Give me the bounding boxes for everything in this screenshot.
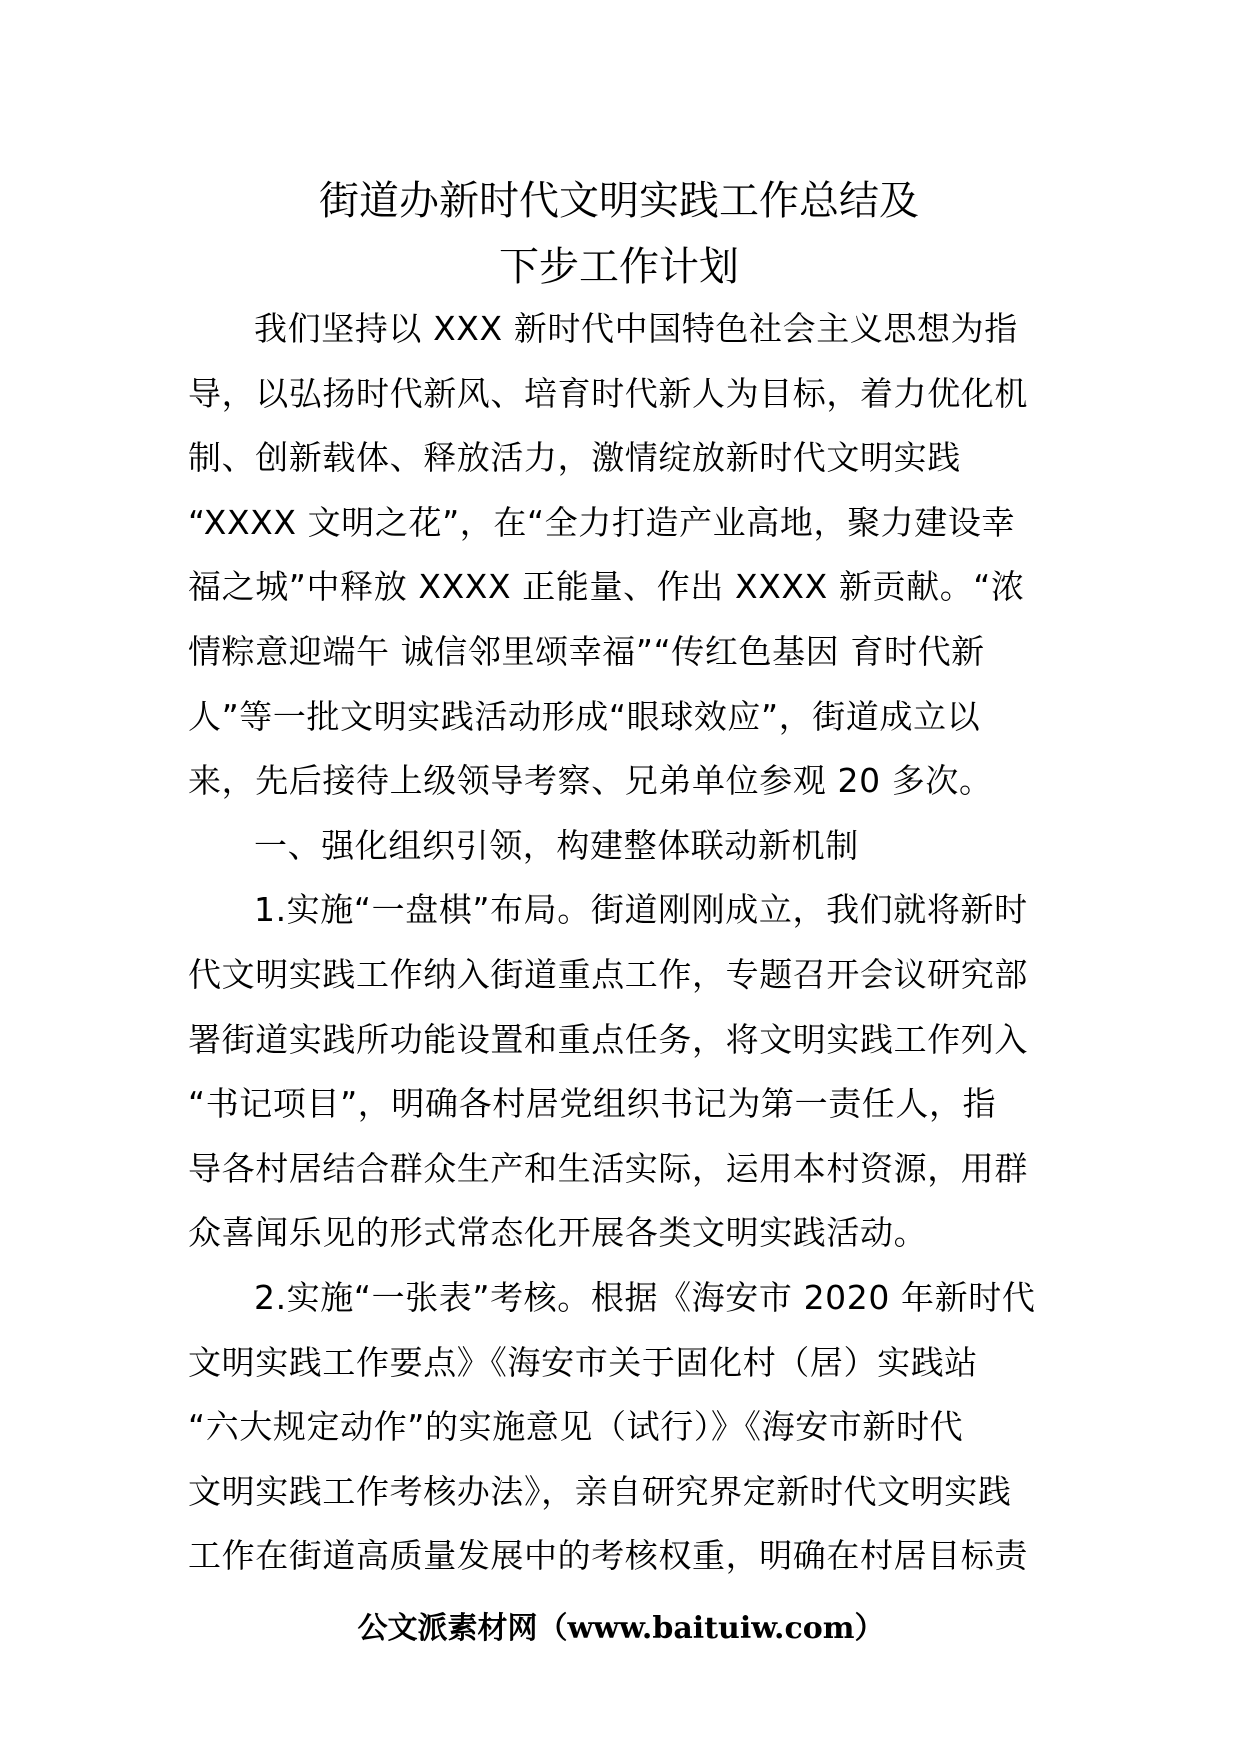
paragraph-line: 福之城”中释放 XXXX 正能量、作出 XXXX 新贡献。“浓 — [188, 567, 1025, 607]
paragraph-line: “XXXX 文明之花”，在“全力打造产业高地，聚力建设幸 — [188, 502, 1016, 542]
paragraph-line: 1.实施“一盘棋”布局。街道刚刚成立，我们就将新时 — [254, 890, 1028, 930]
paragraph-line: 文明实践工作要点》《海安市关于固化村（居）实践站 — [188, 1342, 978, 1382]
paragraph-line: 署街道实践所功能设置和重点任务，将文明实践工作列入 — [188, 1019, 1028, 1059]
document-title-line-1: 街道办新时代文明实践工作总结及 — [319, 178, 919, 224]
paragraph-line: “书记项目”，明确各村居党组织书记为第一责任人，指 — [188, 1084, 997, 1124]
paragraph-line: 2.实施“一张表”考核。根据《海安市 2020 年新时代 — [254, 1277, 1036, 1317]
page-footer: 公文派素材网（www.baituiw.com） — [357, 1611, 885, 1646]
document-title-line-2: 下步工作计划 — [499, 244, 739, 290]
paragraph-line: 情粽意迎端午 诚信邻里颂幸福”“传红色基因 育时代新 — [188, 631, 985, 671]
section-heading: 一、强化组织引领，构建整体联动新机制 — [254, 825, 859, 865]
paragraph-line: 众喜闻乐见的形式常态化开展各类文明实践活动。 — [188, 1213, 928, 1253]
paragraph-line: 文明实践工作考核办法》，亲自研究界定新时代文明实践 — [188, 1471, 1012, 1511]
paragraph-line: 导，以弘扬时代新风、培育时代新人为目标，着力优化机 — [188, 373, 1028, 413]
paragraph-line: “六大规定动作”的实施意见（试行）》《海安市新时代 — [188, 1407, 964, 1447]
paragraph-line: 工作在街道高质量发展中的考核权重，明确在村居目标责 — [188, 1536, 1028, 1576]
paragraph-line: 代文明实践工作纳入街道重点工作，专题召开会议研究部 — [188, 954, 1028, 994]
paragraph-line: 我们坚持以 XXX 新时代中国特色社会主义思想为指 — [254, 309, 1018, 348]
paragraph-line: 制、创新载体、释放活力，激情绽放新时代文明实践 — [188, 438, 961, 478]
paragraph-line: 来，先后接待上级领导考察、兄弟单位参观 20 多次。 — [188, 761, 993, 801]
document-body — [188, 297, 1054, 1589]
paragraph-line: 人”等一批文明实践活动形成“眼球效应”，街道成立以 — [188, 696, 981, 736]
paragraph-line: 导各村居结合群众生产和生活实际，运用本村资源，用群 — [188, 1148, 1028, 1188]
